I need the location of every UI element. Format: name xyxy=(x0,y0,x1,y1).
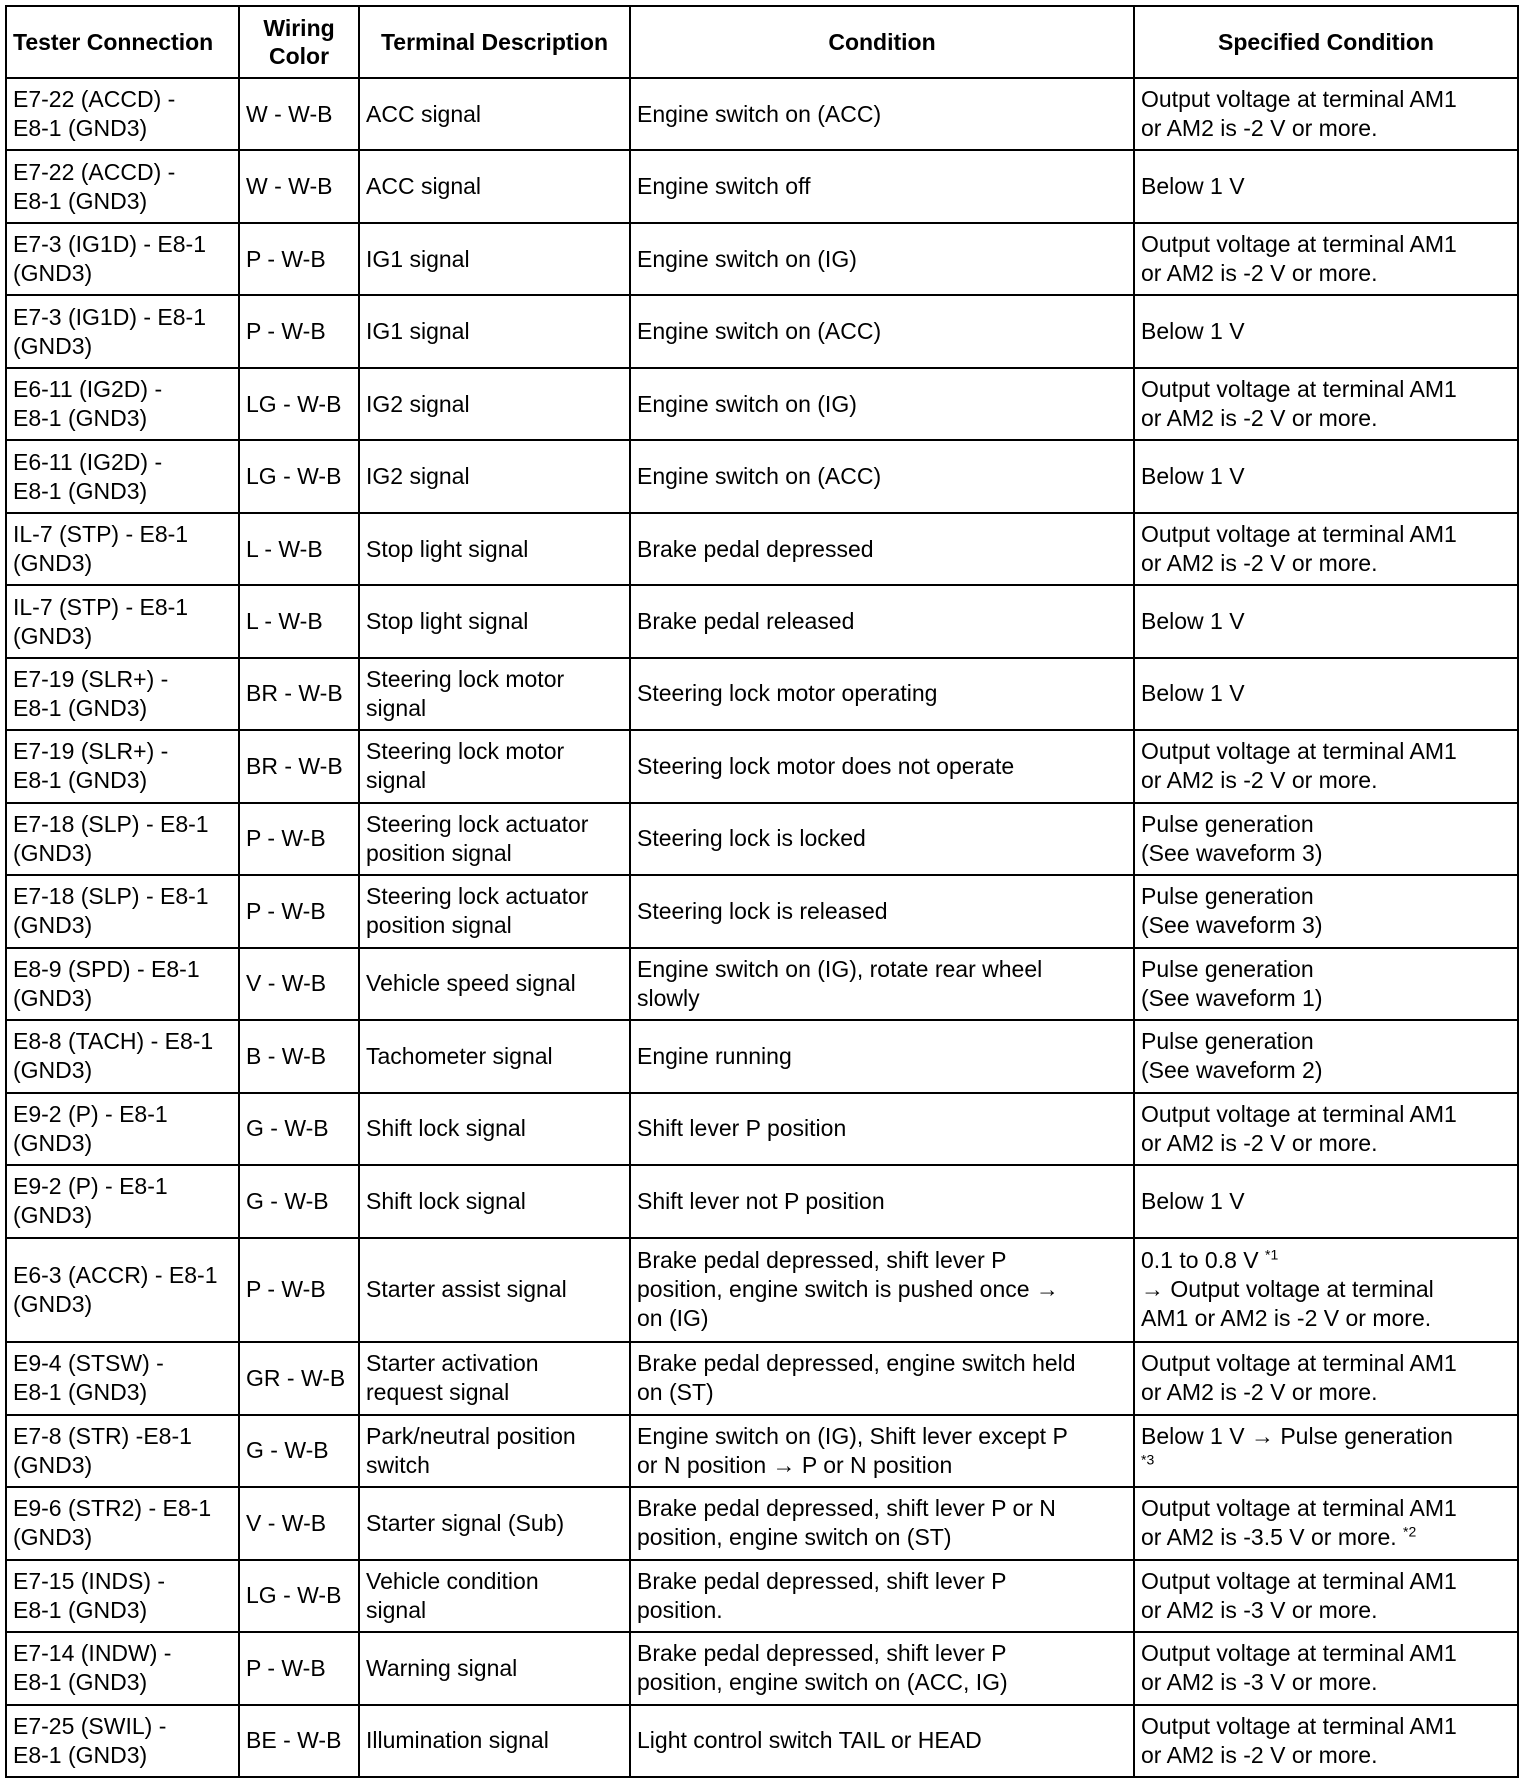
table-row xyxy=(6,1632,1518,1704)
table-header-row xyxy=(6,6,1518,78)
header-condition: Condition xyxy=(630,6,1134,78)
cell-condition: Engine switch on (ACC) xyxy=(630,295,1134,367)
cell-tester-connection: IL-7 (STP) - E8-1 (GND3) xyxy=(6,585,239,657)
cell-terminal-description: IG2 signal xyxy=(359,368,630,440)
cell-specified-condition: Below 1 V xyxy=(1134,658,1518,730)
cell-wiring-color: P - W-B xyxy=(239,1632,359,1704)
header-wiring-color: Wiring Color xyxy=(239,6,359,78)
terminal-check-table-container xyxy=(5,5,1517,1778)
cell-wiring-color: B - W-B xyxy=(239,1020,359,1092)
cell-wiring-color: LG - W-B xyxy=(239,368,359,440)
cell-specified-condition: Below 1 V → Pulse generation $^{*3}$ xyxy=(1134,1415,1518,1487)
terminal-check-table xyxy=(5,5,1519,1778)
cell-wiring-color: W - W-B xyxy=(239,150,359,222)
cell-condition: Brake pedal released xyxy=(630,585,1134,657)
cell-specified-condition: Output voltage at terminal AM1 or AM2 is -2 V or more. xyxy=(1134,513,1518,585)
cell-specified-condition: Below 1 V xyxy=(1134,1165,1518,1237)
cell-condition: Brake pedal depressed, engine switch held on (ST) xyxy=(630,1342,1134,1414)
cell-wiring-color: V - W-B xyxy=(239,1487,359,1559)
table-row xyxy=(6,1705,1518,1777)
footnote-marker: *3 xyxy=(1141,1451,1155,1468)
cell-specified-condition: Output voltage at terminal AM1 or AM2 is -2 V or more. xyxy=(1134,223,1518,295)
cell-tester-connection: E7-3 (IG1D) - E8-1 (GND3) xyxy=(6,223,239,295)
cell-specified-condition: Output voltage at terminal AM1 or AM2 is -3.5 V or more. $^{*2}$ xyxy=(1134,1487,1518,1559)
cell-tester-connection: E7-18 (SLP) - E8-1 (GND3) xyxy=(6,875,239,947)
cell-condition: Steering lock is released xyxy=(630,875,1134,947)
header-specified-condition: Specified Condition xyxy=(1134,6,1518,78)
cell-terminal-description: ACC signal xyxy=(359,78,630,150)
cell-terminal-description: ACC signal xyxy=(359,150,630,222)
cell-tester-connection: E9-2 (P) - E8-1 (GND3) xyxy=(6,1093,239,1165)
cell-condition: Engine switch on (ACC) xyxy=(630,440,1134,512)
table-row xyxy=(6,1560,1518,1632)
cell-condition: Steering lock motor operating xyxy=(630,658,1134,730)
cell-tester-connection: E9-6 (STR2) - E8-1 (GND3) xyxy=(6,1487,239,1559)
cell-terminal-description: Stop light signal xyxy=(359,585,630,657)
table-row xyxy=(6,1238,1518,1343)
cell-condition: Shift lever P position xyxy=(630,1093,1134,1165)
cell-terminal-description: Warning signal xyxy=(359,1632,630,1704)
cell-specified-condition: Below 1 V xyxy=(1134,295,1518,367)
cell-specified-condition: Output voltage at terminal AM1 or AM2 is -3 V or more. xyxy=(1134,1632,1518,1704)
cell-specified-condition: Output voltage at terminal AM1 or AM2 is -3 V or more. xyxy=(1134,1560,1518,1632)
cell-tester-connection: E6-3 (ACCR) - E8-1 (GND3) xyxy=(6,1238,239,1343)
cell-terminal-description: Steering lock motor signal xyxy=(359,730,630,802)
cell-condition: Light control switch TAIL or HEAD xyxy=(630,1705,1134,1777)
cell-wiring-color: V - W-B xyxy=(239,948,359,1020)
table-row xyxy=(6,295,1518,367)
cell-condition: Engine switch on (IG), Shift lever except P or N position → P or N position xyxy=(630,1415,1134,1487)
cell-specified-condition: Output voltage at terminal AM1 or AM2 is -2 V or more. xyxy=(1134,730,1518,802)
cell-wiring-color: GR - W-B xyxy=(239,1342,359,1414)
cell-specified-condition: Output voltage at terminal AM1 or AM2 is -2 V or more. xyxy=(1134,78,1518,150)
cell-condition: Brake pedal depressed, shift lever P or N position, engine switch on (ST) xyxy=(630,1487,1134,1559)
header-terminal-description: Terminal Description xyxy=(359,6,630,78)
cell-tester-connection: E7-22 (ACCD) - E8-1 (GND3) xyxy=(6,150,239,222)
cell-terminal-description: Vehicle speed signal xyxy=(359,948,630,1020)
cell-specified-condition: Pulse generation (See waveform 2) xyxy=(1134,1020,1518,1092)
cell-wiring-color: G - W-B xyxy=(239,1093,359,1165)
table-row xyxy=(6,875,1518,947)
cell-condition: Shift lever not P position xyxy=(630,1165,1134,1237)
cell-terminal-description: Steering lock actuator position signal xyxy=(359,875,630,947)
cell-wiring-color: G - W-B xyxy=(239,1415,359,1487)
cell-terminal-description: Tachometer signal xyxy=(359,1020,630,1092)
cell-specified-condition: Below 1 V xyxy=(1134,150,1518,222)
cell-wiring-color: BE - W-B xyxy=(239,1705,359,1777)
cell-specified-condition: Output voltage at terminal AM1 or AM2 is -2 V or more. xyxy=(1134,1342,1518,1414)
cell-wiring-color: LG - W-B xyxy=(239,440,359,512)
cell-terminal-description: Shift lock signal xyxy=(359,1165,630,1237)
cell-terminal-description: Vehicle condition signal xyxy=(359,1560,630,1632)
table-row xyxy=(6,1342,1518,1414)
table-row xyxy=(6,658,1518,730)
table-row xyxy=(6,1165,1518,1237)
table-row xyxy=(6,1415,1518,1487)
cell-tester-connection: E7-19 (SLR+) - E8-1 (GND3) xyxy=(6,730,239,802)
cell-terminal-description: Park/neutral position switch xyxy=(359,1415,630,1487)
cell-specified-condition: Below 1 V xyxy=(1134,585,1518,657)
table-row xyxy=(6,1093,1518,1165)
cell-condition: Engine switch on (ACC) xyxy=(630,78,1134,150)
table-row xyxy=(6,585,1518,657)
cell-tester-connection: E8-8 (TACH) - E8-1 (GND3) xyxy=(6,1020,239,1092)
cell-terminal-description: IG2 signal xyxy=(359,440,630,512)
cell-condition: Engine switch on (IG) xyxy=(630,368,1134,440)
table-row xyxy=(6,1487,1518,1559)
header-tester-connection: Tester Connection xyxy=(6,6,239,78)
cell-wiring-color: P - W-B xyxy=(239,295,359,367)
table-row xyxy=(6,803,1518,875)
cell-terminal-description: Shift lock signal xyxy=(359,1093,630,1165)
cell-condition: Steering lock is locked xyxy=(630,803,1134,875)
cell-condition: Steering lock motor does not operate xyxy=(630,730,1134,802)
cell-specified-condition: Pulse generation (See waveform 1) xyxy=(1134,948,1518,1020)
cell-wiring-color: P - W-B xyxy=(239,803,359,875)
table-body xyxy=(6,78,1518,1777)
cell-wiring-color: P - W-B xyxy=(239,223,359,295)
table-row xyxy=(6,730,1518,802)
cell-condition: Brake pedal depressed xyxy=(630,513,1134,585)
cell-terminal-description: Starter activation request signal xyxy=(359,1342,630,1414)
cell-tester-connection: E7-15 (INDS) - E8-1 (GND3) xyxy=(6,1560,239,1632)
cell-terminal-description: Starter signal (Sub) xyxy=(359,1487,630,1559)
cell-tester-connection: E9-2 (P) - E8-1 (GND3) xyxy=(6,1165,239,1237)
cell-tester-connection: E7-22 (ACCD) - E8-1 (GND3) xyxy=(6,78,239,150)
cell-wiring-color: L - W-B xyxy=(239,513,359,585)
cell-specified-condition: Pulse generation (See waveform 3) xyxy=(1134,875,1518,947)
cell-condition: Engine running xyxy=(630,1020,1134,1092)
cell-condition: Brake pedal depressed, shift lever P position, engine switch is pushed once → on (IG) xyxy=(630,1238,1134,1343)
cell-wiring-color: BR - W-B xyxy=(239,658,359,730)
cell-specified-condition: Output voltage at terminal AM1 or AM2 is -2 V or more. xyxy=(1134,368,1518,440)
cell-specified-condition: Pulse generation (See waveform 3) xyxy=(1134,803,1518,875)
cell-terminal-description: Stop light signal xyxy=(359,513,630,585)
cell-wiring-color: P - W-B xyxy=(239,875,359,947)
cell-specified-condition: Output voltage at terminal AM1 or AM2 is -2 V or more. xyxy=(1134,1093,1518,1165)
cell-condition: Engine switch on (IG) xyxy=(630,223,1134,295)
cell-wiring-color: P - W-B xyxy=(239,1238,359,1343)
table-row xyxy=(6,1020,1518,1092)
cell-terminal-description: Starter assist signal xyxy=(359,1238,630,1343)
cell-specified-condition: Output voltage at terminal AM1 or AM2 is -2 V or more. xyxy=(1134,1705,1518,1777)
table-row xyxy=(6,78,1518,150)
cell-tester-connection: E7-19 (SLR+) - E8-1 (GND3) xyxy=(6,658,239,730)
cell-terminal-description: Steering lock motor signal xyxy=(359,658,630,730)
cell-condition: Brake pedal depressed, shift lever P position. xyxy=(630,1560,1134,1632)
cell-tester-connection: E9-4 (STSW) - E8-1 (GND3) xyxy=(6,1342,239,1414)
cell-wiring-color: LG - W-B xyxy=(239,1560,359,1632)
cell-wiring-color: L - W-B xyxy=(239,585,359,657)
cell-tester-connection: E7-25 (SWIL) - E8-1 (GND3) xyxy=(6,1705,239,1777)
cell-wiring-color: G - W-B xyxy=(239,1165,359,1237)
cell-condition: Engine switch on (IG), rotate rear wheel slowly xyxy=(630,948,1134,1020)
cell-terminal-description: Steering lock actuator position signal xyxy=(359,803,630,875)
cell-specified-condition: Below 1 V xyxy=(1134,440,1518,512)
cell-tester-connection: E8-9 (SPD) - E8-1 (GND3) xyxy=(6,948,239,1020)
table-row xyxy=(6,368,1518,440)
cell-terminal-description: IG1 signal xyxy=(359,295,630,367)
cell-tester-connection: E6-11 (IG2D) - E8-1 (GND3) xyxy=(6,368,239,440)
table-row xyxy=(6,948,1518,1020)
cell-specified-condition: 0.1 to 0.8 V $^{*1}$ → Output voltage at terminal AM1 or AM2 is -2 V or more. xyxy=(1134,1238,1518,1343)
cell-tester-connection: E7-3 (IG1D) - E8-1 (GND3) xyxy=(6,295,239,367)
cell-wiring-color: BR - W-B xyxy=(239,730,359,802)
cell-terminal-description: Illumination signal xyxy=(359,1705,630,1777)
cell-tester-connection: E6-11 (IG2D) - E8-1 (GND3) xyxy=(6,440,239,512)
cell-terminal-description: IG1 signal xyxy=(359,223,630,295)
cell-condition: Brake pedal depressed, shift lever P position, engine switch on (ACC, IG) xyxy=(630,1632,1134,1704)
table-row xyxy=(6,150,1518,222)
cell-tester-connection: E7-18 (SLP) - E8-1 (GND3) xyxy=(6,803,239,875)
footnote-marker: *1 xyxy=(1265,1246,1279,1263)
cell-tester-connection: E7-14 (INDW) - E8-1 (GND3) xyxy=(6,1632,239,1704)
table-row xyxy=(6,513,1518,585)
cell-tester-connection: IL-7 (STP) - E8-1 (GND3) xyxy=(6,513,239,585)
cell-condition: Engine switch off xyxy=(630,150,1134,222)
cell-wiring-color: W - W-B xyxy=(239,78,359,150)
footnote-marker: *2 xyxy=(1403,1523,1417,1540)
table-row xyxy=(6,440,1518,512)
table-row xyxy=(6,223,1518,295)
cell-tester-connection: E7-8 (STR) -E8-1 (GND3) xyxy=(6,1415,239,1487)
